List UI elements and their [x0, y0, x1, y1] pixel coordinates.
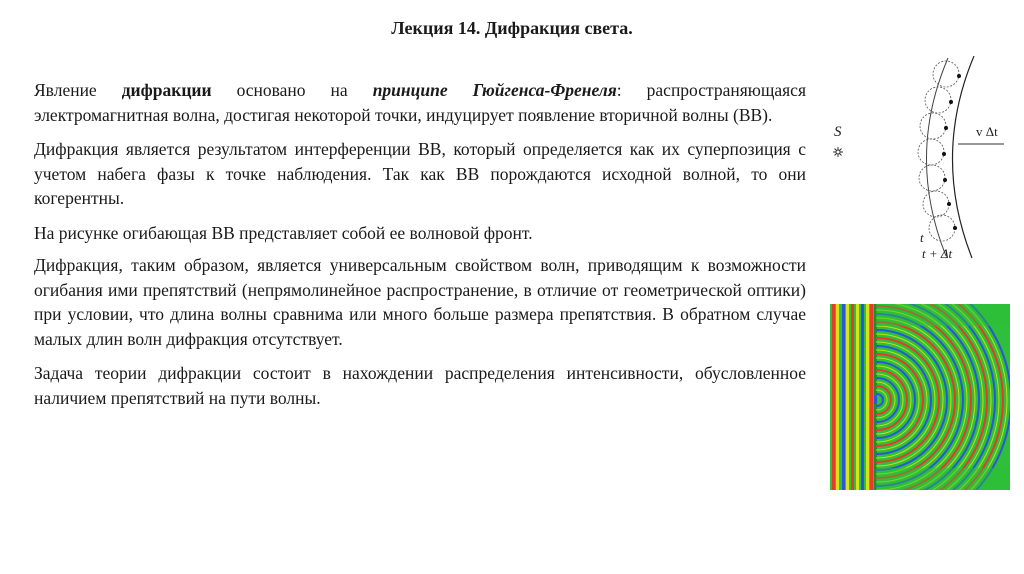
source-label: S — [834, 124, 842, 140]
paragraph-huygens-principle — [34, 78, 806, 127]
p1-text-3: : распространяющаяся электромагнитная волна, достигая некоторой точки, индуцирует появление вторичной волны (ВВ). — [34, 80, 806, 125]
t-dt-label: t + Δt — [922, 246, 953, 261]
wavefront-t — [926, 58, 948, 256]
t-label: t — [920, 230, 924, 245]
source-star-icon — [833, 147, 843, 157]
paragraph-universal-property: Дифракция, таким образом, является универсальным свойством волн, приводящим к возможности огибания ими препятствий (непрямолинейное распространение, в отличие от геометрической оптики) при условии, что длина волны сравнима или много больше размера препятствия. В обратном случае малых длин волн дифракция отсутствует. — [34, 255, 806, 349]
paragraph-task: Задача теории дифракции состоит в нахождении распределения интенсивности, обусловленное наличием препятствий на пути волны. — [34, 363, 806, 408]
p1-term-huygens-fresnel: принципе Гюйгенса-Френеля — [372, 80, 617, 100]
incident-plane-waves — [832, 304, 873, 490]
velocity-label: v Δt — [976, 124, 998, 139]
aperture — [874, 396, 877, 404]
lecture-text — [34, 78, 806, 420]
p1-term-diffraction: дифракции — [121, 80, 212, 100]
wavelet-centers — [942, 74, 961, 230]
paragraph-interference: Дифракция является результатом интерференции ВВ, который определяется как их суперпозиция с учетом набега фазы к точке наблюдения. Так как ВВ порождаются исходной волной, то они когерентны. — [34, 139, 806, 208]
diffraction-simulation-image — [830, 304, 1010, 490]
page-title: Лекция 14. Дифракция света. — [391, 18, 633, 38]
paragraph-wavefront: На рисунке огибающая ВВ представляет собой ее волновой фронт. — [34, 222, 533, 243]
p1-text-2: основано на — [211, 80, 373, 100]
huygens-construction-figure — [828, 56, 1008, 262]
p1-text-1: Явление — [34, 80, 122, 100]
